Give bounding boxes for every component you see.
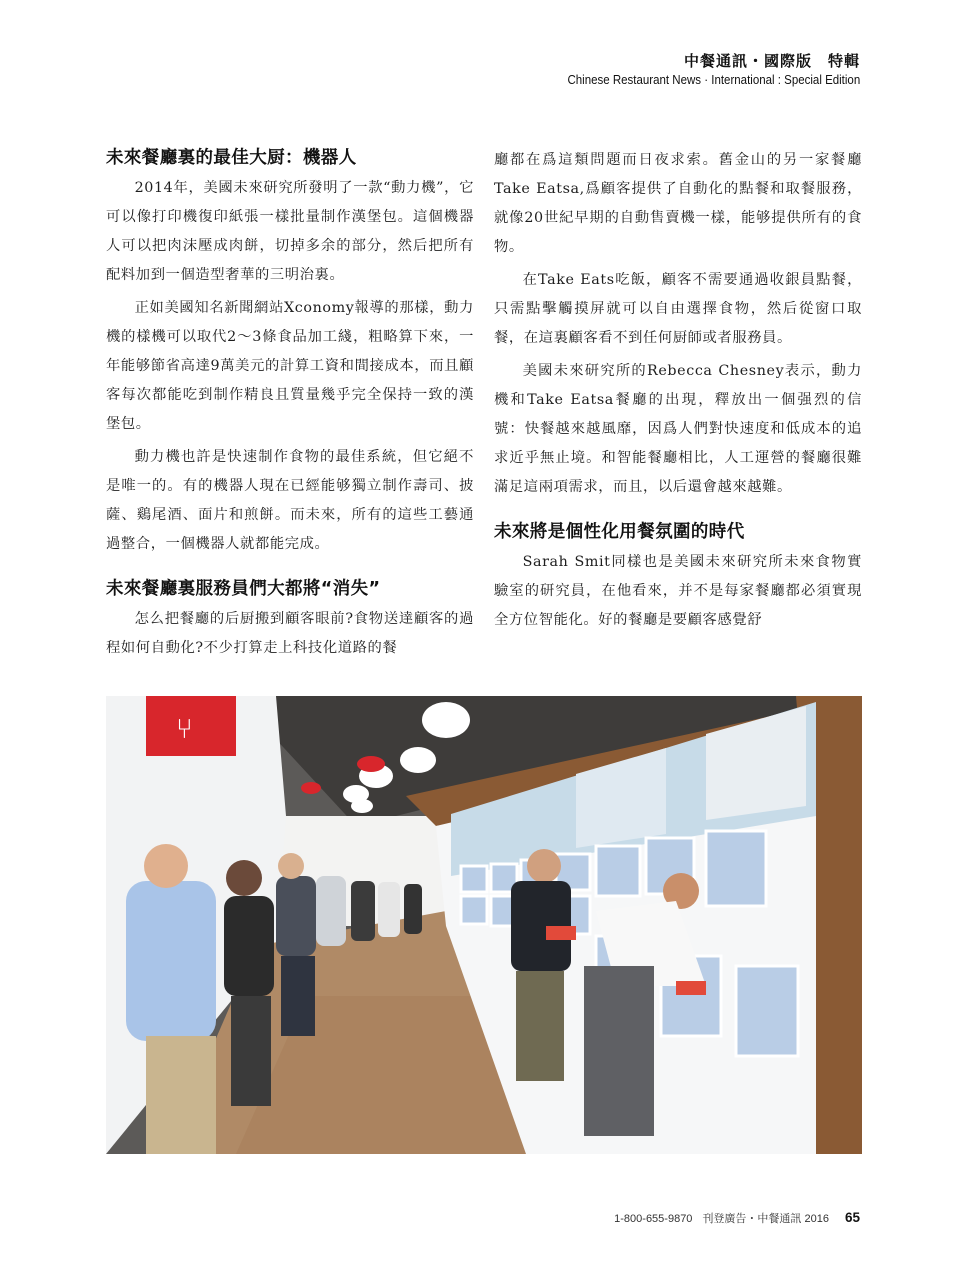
section-heading-personalized-dining: 未來將是個性化用餐氛圍的時代	[494, 522, 745, 542]
article-paragraph: Sarah Smit同樣也是美國未來研究所未來食物實驗室的研究員，在他看來，并不是每家餐廳都必須實現全方位智能化。好的餐廳是要顧客感覺舒	[494, 554, 862, 628]
article-paragraph: 怎么把餐廳的后厨搬到顧客眼前?食物送達顧客的過程如何自動化?不少打算走上科技化道路的餐	[106, 611, 474, 656]
article-paragraph: 正如美國知名新聞網站Xconomy報導的那樣，動力機的樣機可以取代2～3條食品加工綫，粗略算下來，一年能够節省高達9萬美元的計算工資和間接成本，而且顧客每次都能吃到制作精良且質量幾乎完全保持一致的漢堡包。	[106, 300, 474, 432]
publication-subtitle: Chinese Restaurant News · International : Special Edition	[567, 73, 860, 87]
page-header	[542, 50, 860, 87]
section-heading-robot-chef: 未來餐廳裏的最佳大厨：機器人	[106, 148, 357, 168]
article-paragraph: 美國未來研究所的Rebecca Chesney表示，動力機和Take Eatsa餐廳的出現，釋放出一個强烈的信號：快餐越來越風靡，因爲人們對快速度和低成本的追求近乎無止境。和智能餐廳相比，人工運營的餐廳很難滿足這兩項需求，而且，以后還會越來越難。	[494, 363, 862, 495]
svg-text:⑂: ⑂	[176, 712, 193, 745]
article-paragraph-continued: 廳都在爲這類問題而日夜求索。舊金山的另一家餐廳Take Eatsa,爲顧客提供了自動化的點餐和取餐服務，就像20世紀早期的自動售賣機一樣，能够提供所有的食物。	[494, 152, 862, 255]
article-paragraph: 動力機也許是快速制作食物的最佳系統，但它絕不是唯一的。有的機器人現在已經能够獨立制作壽司、披薩、鷄尾酒、面片和煎餅。而未來，所有的這些工藝通過整合，一個機器人就都能完成。	[106, 449, 474, 552]
article-paragraph: 2014年，美國未來研究所發明了一款“動力機”，它可以像打印機復印紙張一樣批量制作漢堡包。這個機器人可以把肉沫壓成肉餅，切掉多余的部分，然后把所有配料加到一個造型奢華的三明治裏。	[106, 180, 474, 283]
right-column	[494, 146, 862, 635]
restaurant-photo	[106, 696, 862, 1154]
section-heading-waiters-disappear: 未來餐廳裏服務員們大都將“消失”	[106, 579, 381, 599]
article-paragraph: 在Take Eats吃飯，顧客不需要通過收銀員點餐，只需點擊觸摸屏就可以自由選擇食物，然后從窗口取餐，在這裏顧客看不到任何厨師或者服務員。	[494, 272, 862, 346]
page-number: 65	[844, 1210, 860, 1225]
footer-phone: 1-800-655-9870	[614, 1213, 693, 1225]
page-footer	[614, 1210, 860, 1226]
left-column	[106, 146, 474, 663]
footer-text: 刊登廣告・中餐通訊 2016	[702, 1213, 829, 1225]
publication-title: 中餐通訊・國際版 特輯	[683, 52, 860, 70]
